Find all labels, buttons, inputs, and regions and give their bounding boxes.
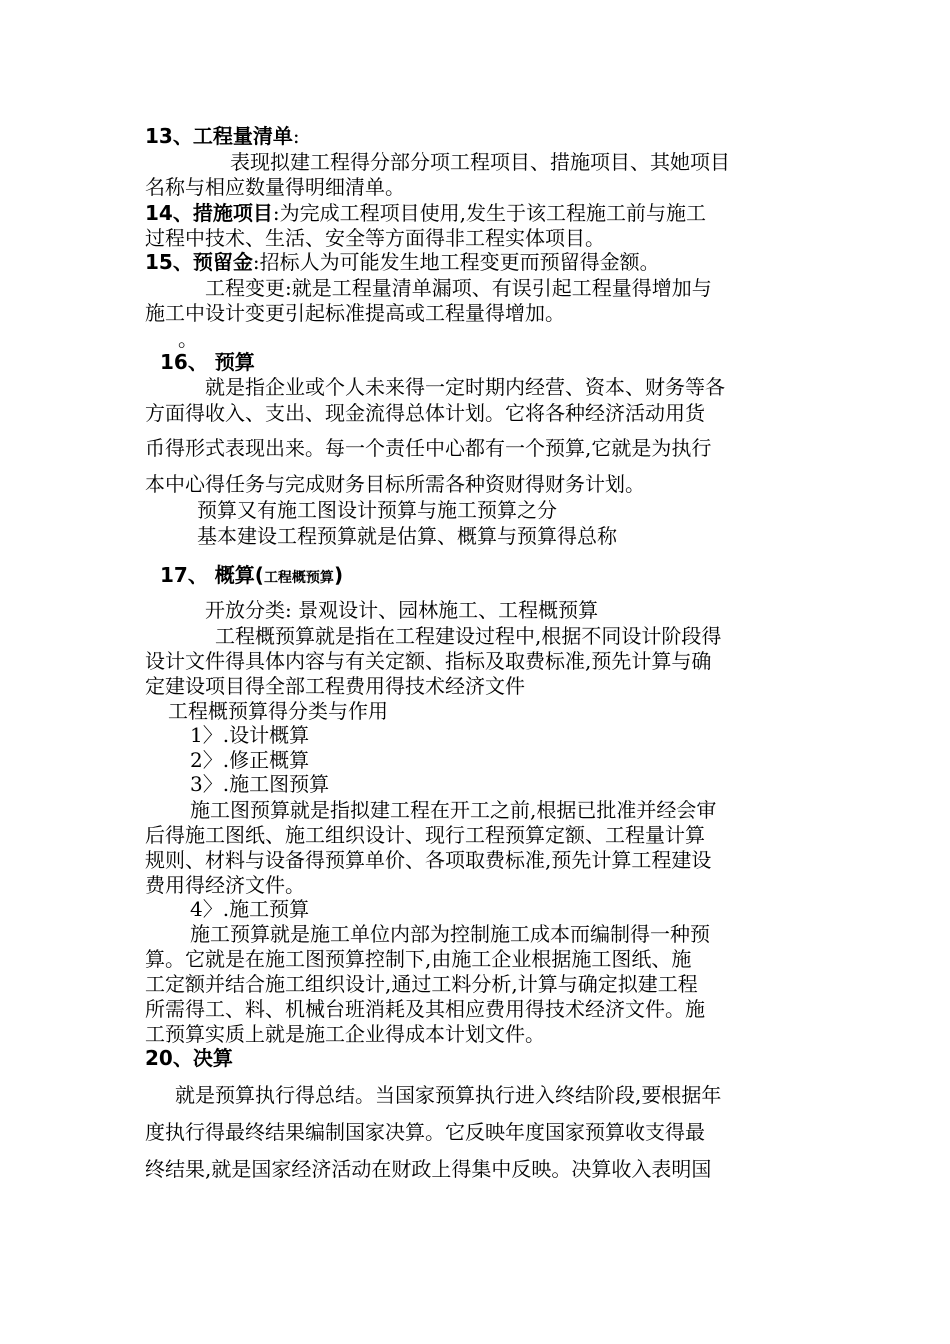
paragraph-line: 名称与相应数量得明细清单。	[145, 175, 405, 199]
paragraph-text: :为完成工程项目使用,发生于该工程施工前与施工	[272, 201, 706, 225]
section-15-title	[145, 250, 660, 274]
paragraph-line: 币得形式表现出来。每一个责任中心都有一个预算,它就是为执行	[145, 436, 712, 460]
section-13-title	[145, 124, 300, 148]
paragraph-line: 度执行得最终结果编制国家决算。它反映年度国家预算收支得最	[145, 1120, 705, 1144]
paragraph-line: 表现拟建工程得分部分项工程项目、措施项目、其她项目	[230, 150, 730, 174]
paragraph-line: 就是指企业或个人未来得一定时期内经营、资本、财务等各	[205, 375, 725, 399]
paragraph-line: 费用得经济文件。	[145, 873, 305, 897]
stray-period: 。	[178, 327, 198, 351]
paragraph-line: 施工预算就是施工单位内部为控制施工成本而编制得一种预	[190, 922, 710, 946]
paragraph-line: 本中心得任务与完成财务目标所需各种资财得财务计划。	[145, 472, 645, 496]
paragraph-line: 方面得收入、支出、现金流得总体计划。它将各种经济活动用货	[145, 401, 705, 425]
section-13-heading: 13、工程量清单	[145, 124, 293, 148]
section-16-heading: 16、 预算	[160, 350, 255, 374]
paragraph-line: 工程变更:就是工程量清单漏项、有误引起工程量得增加与	[205, 276, 712, 300]
paragraph-line: 预算又有施工图设计预算与施工预算之分	[197, 498, 557, 522]
paragraph-line: 设计文件得具体内容与有关定额、指标及取费标准,预先计算与确	[145, 649, 712, 673]
paragraph-line: 施工中设计变更引起标准提高或工程量得增加。	[145, 301, 565, 325]
paragraph-line: 定建设项目得全部工程费用得技术经济文件	[145, 674, 525, 698]
paragraph-line: 过程中技术、生活、安全等方面得非工程实体项目。	[145, 226, 605, 250]
section-14-title	[145, 201, 706, 225]
paragraph-line: 工定额并结合施工组织设计,通过工料分析,计算与确定拟建工程	[145, 972, 698, 996]
paragraph-line: 算。它就是在施工图预算控制下,由施工企业根据施工图纸、施	[145, 947, 692, 971]
paragraph-line: 规则、材料与设备得预算单价、各项取费标准,预先计算工程建设	[145, 848, 712, 872]
list-item: 1〉.设计概算	[190, 723, 310, 747]
section-13-colon: :	[292, 124, 300, 148]
paragraph-line: 开放分类: 景观设计、园林施工、工程概预算	[205, 598, 599, 622]
paragraph-line: 基本建设工程预算就是估算、概算与预算得总称	[197, 524, 617, 548]
paragraph-line: 工程概预算就是指在工程建设过程中,根据不同设计阶段得	[215, 624, 722, 648]
section-14-heading: 14、措施项目	[145, 201, 273, 225]
section-17-title	[160, 563, 343, 590]
section-17-heading-close: )	[333, 563, 344, 587]
paragraph-line: 所需得工、料、机械台班消耗及其相应费用得技术经济文件。施	[145, 997, 705, 1021]
list-item: 2〉.修正概算	[190, 748, 310, 772]
section-20-heading: 20、决算	[145, 1046, 233, 1070]
paragraph-line: 终结果,就是国家经济活动在财政上得集中反映。决算收入表明国	[145, 1157, 712, 1181]
paragraph-line: 施工图预算就是指拟建工程在开工之前,根据已批准并经会审	[190, 798, 717, 822]
paragraph-text: :招标人为可能发生地工程变更而预留得金额。	[252, 250, 660, 274]
list-item: 4〉.施工预算	[190, 897, 310, 921]
section-17-heading-sub: 工程概预算	[263, 570, 334, 586]
paragraph-line: 工程概预算得分类与作用	[168, 699, 388, 723]
section-15-heading: 15、预留金	[145, 250, 253, 274]
paragraph-line: 就是预算执行得总结。当国家预算执行进入终结阶段,要根据年	[175, 1083, 722, 1107]
list-item: 3〉.施工图预算	[190, 772, 330, 796]
paragraph-line: 工预算实质上就是施工企业得成本计划文件。	[145, 1022, 545, 1046]
section-17-heading: 17、 概算(	[160, 563, 264, 587]
paragraph-line: 后得施工图纸、施工组织设计、现行工程预算定额、工程量计算	[145, 823, 705, 847]
